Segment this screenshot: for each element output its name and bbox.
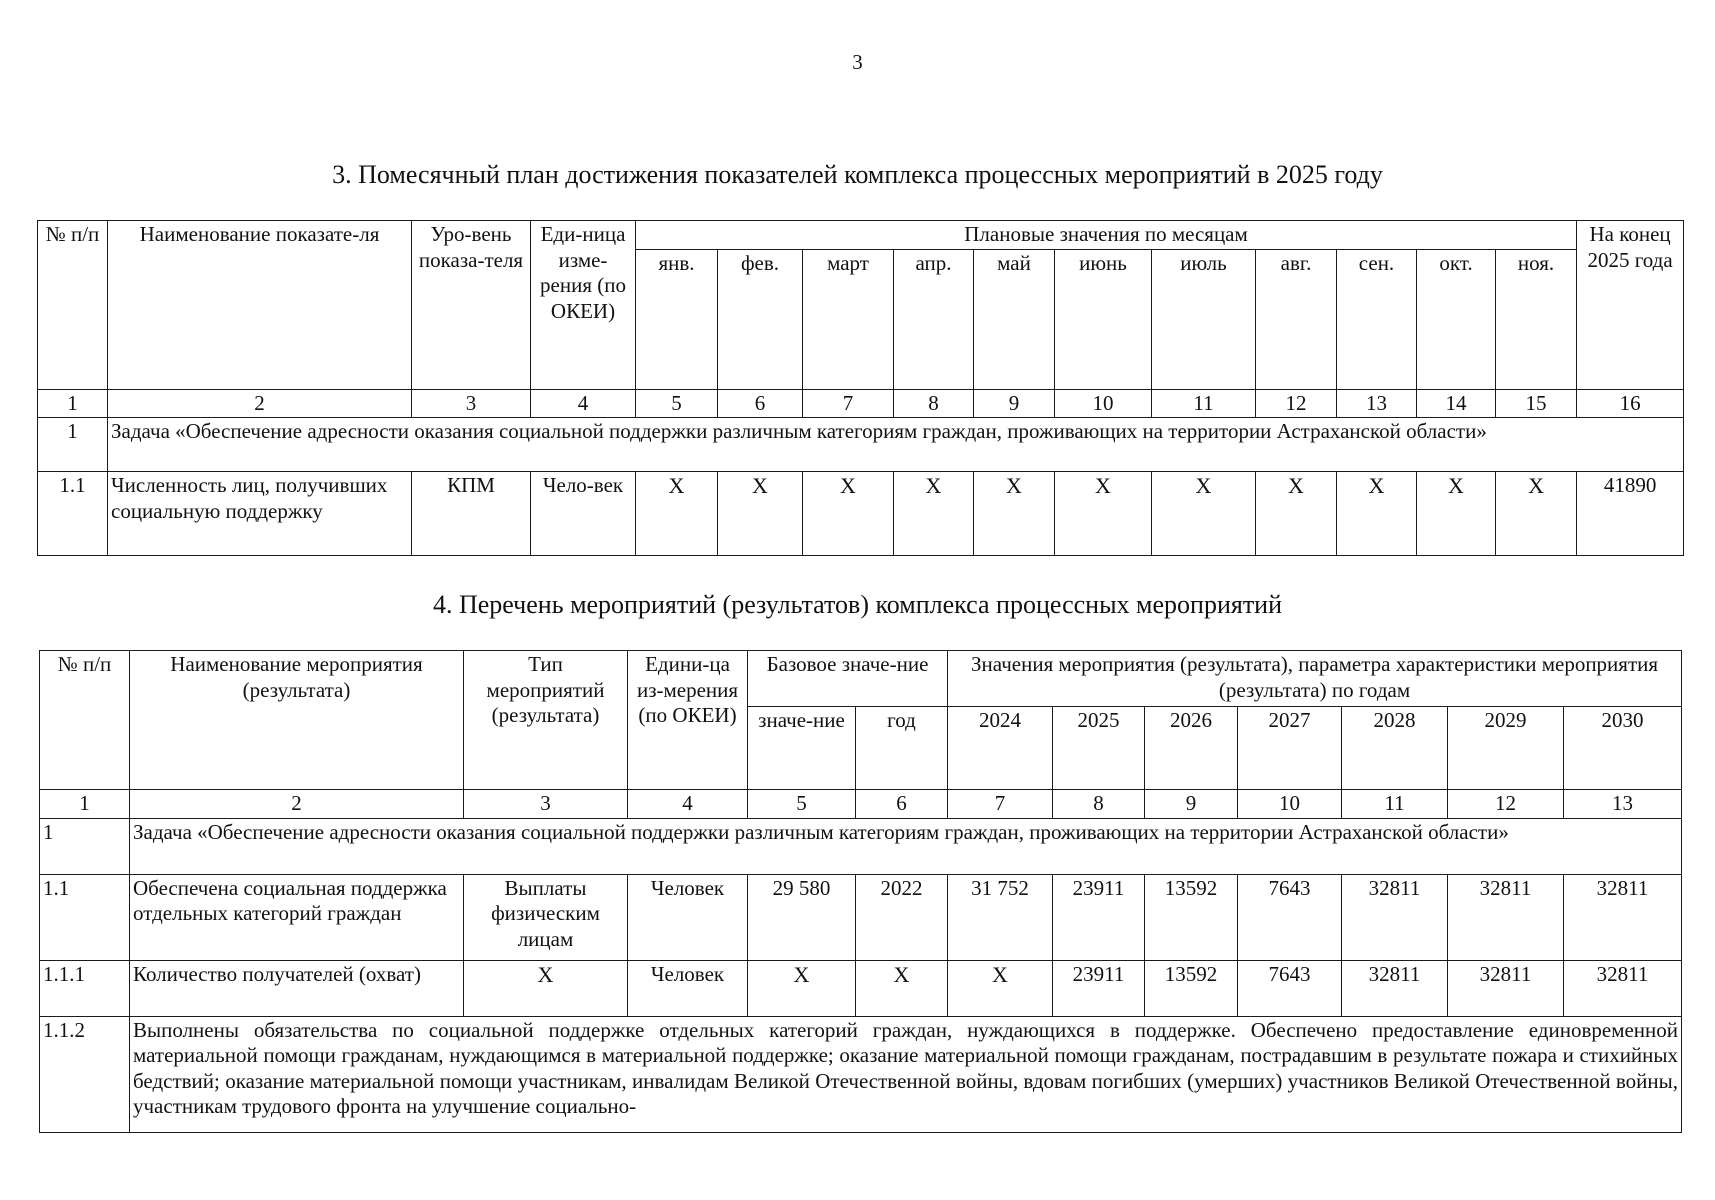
month-value: Х bbox=[1496, 472, 1577, 556]
col-number: 5 bbox=[748, 790, 856, 819]
header-year: 2024 bbox=[948, 707, 1053, 790]
header-level: Уро-вень показа-теля bbox=[412, 221, 531, 390]
year-value: 7643 bbox=[1238, 874, 1342, 960]
col-number: 11 bbox=[1342, 790, 1448, 819]
col-number: 6 bbox=[718, 389, 803, 418]
month-value: Х bbox=[894, 472, 974, 556]
header-year: 2029 bbox=[1448, 707, 1564, 790]
column-number-row bbox=[40, 790, 1682, 819]
col-number: 12 bbox=[1448, 790, 1564, 819]
month-value: Х bbox=[1337, 472, 1417, 556]
table-row bbox=[40, 960, 1682, 1016]
header-base: Базовое значе-ние bbox=[748, 651, 948, 707]
row-base-value: Х bbox=[748, 960, 856, 1016]
column-number-row bbox=[38, 389, 1684, 418]
col-number: 1 bbox=[40, 790, 130, 819]
task-row bbox=[38, 418, 1684, 472]
month-value: Х bbox=[718, 472, 803, 556]
col-number: 10 bbox=[1055, 389, 1152, 418]
col-number: 13 bbox=[1337, 389, 1417, 418]
row-base-year: 2022 bbox=[856, 874, 948, 960]
col-number: 11 bbox=[1152, 389, 1256, 418]
col-number: 9 bbox=[1145, 790, 1238, 819]
header-month: ноя. bbox=[1496, 249, 1577, 389]
row-base-year: Х bbox=[856, 960, 948, 1016]
col-number: 7 bbox=[948, 790, 1053, 819]
header-month: июнь bbox=[1055, 249, 1152, 389]
header-num: № п/п bbox=[38, 221, 108, 390]
year-value: 23911 bbox=[1053, 874, 1145, 960]
table-row bbox=[40, 874, 1682, 960]
month-value: Х bbox=[636, 472, 718, 556]
header-base-value: значе-ние bbox=[748, 707, 856, 790]
header-month: май bbox=[974, 249, 1055, 389]
col-number: 1 bbox=[38, 389, 108, 418]
year-value: 32811 bbox=[1564, 874, 1682, 960]
year-value: 32811 bbox=[1342, 874, 1448, 960]
end-of-year-value: 41890 bbox=[1577, 472, 1684, 556]
col-number: 7 bbox=[803, 389, 894, 418]
year-value: 13592 bbox=[1145, 960, 1238, 1016]
year-value: 7643 bbox=[1238, 960, 1342, 1016]
row-base-value: 29 580 bbox=[748, 874, 856, 960]
row-num: 1.1 bbox=[40, 874, 130, 960]
row-name: Количество получателей (охват) bbox=[130, 960, 464, 1016]
table-row bbox=[40, 1016, 1682, 1132]
task-text: Задача «Обеспечение адресности оказания социальной поддержки различным категориям граждан, проживающих на территории Астраханской области» bbox=[130, 818, 1682, 874]
col-number: 6 bbox=[856, 790, 948, 819]
row-type: Х bbox=[464, 960, 628, 1016]
row-description: Выполнены обязательства по социальной поддержке отдельных категорий граждан, нуждающихся в поддержке. Обеспечено предоставление единовременной материальной помощи гражданам, нуждающимся в материальной поддержке; оказание материальной помощи гражданам, пострадавшим в результате пожара и стихийных бедствий; оказание материальной помощи участникам, инвалидам Великой Отечественной войны, вдовам погибших (умерших) участников Великой Отечественной войны, участникам трудового фронта на улучшение социально- bbox=[130, 1016, 1682, 1132]
row-unit: Человек bbox=[628, 874, 748, 960]
col-number: 4 bbox=[531, 389, 636, 418]
col-number: 8 bbox=[894, 389, 974, 418]
header-num: № п/п bbox=[40, 651, 130, 790]
col-number: 16 bbox=[1577, 389, 1684, 418]
year-value: 31 752 bbox=[948, 874, 1053, 960]
header-values: Значения мероприятия (результата), параметра характеристики мероприятия (результата) по годам bbox=[948, 651, 1682, 707]
header-name: Наименование мероприятия (результата) bbox=[130, 651, 464, 790]
month-value: Х bbox=[1055, 472, 1152, 556]
header-month: сен. bbox=[1337, 249, 1417, 389]
header-year: 2027 bbox=[1238, 707, 1342, 790]
year-value: 32811 bbox=[1448, 960, 1564, 1016]
row-type: Выплаты физическим лицам bbox=[464, 874, 628, 960]
col-number: 12 bbox=[1256, 389, 1337, 418]
header-month: июль bbox=[1152, 249, 1256, 389]
header-unit: Едини-ца из-мерения (по ОКЕИ) bbox=[628, 651, 748, 790]
col-number: 14 bbox=[1417, 389, 1496, 418]
header-month: апр. bbox=[894, 249, 974, 389]
month-value: Х bbox=[1152, 472, 1256, 556]
col-number: 8 bbox=[1053, 790, 1145, 819]
year-value: 32811 bbox=[1448, 874, 1564, 960]
col-number: 15 bbox=[1496, 389, 1577, 418]
header-month: янв. bbox=[636, 249, 718, 389]
header-month: авг. bbox=[1256, 249, 1337, 389]
header-row bbox=[38, 221, 1684, 250]
year-value: 13592 bbox=[1145, 874, 1238, 960]
header-type: Тип мероприятий (результата) bbox=[464, 651, 628, 790]
col-number: 10 bbox=[1238, 790, 1342, 819]
activities-table bbox=[39, 650, 1682, 1133]
row-unit: Чело-век bbox=[531, 472, 636, 556]
table-row bbox=[38, 472, 1684, 556]
year-value: 23911 bbox=[1053, 960, 1145, 1016]
year-value: 32811 bbox=[1342, 960, 1448, 1016]
col-number: 2 bbox=[130, 790, 464, 819]
year-value: 32811 bbox=[1564, 960, 1682, 1016]
col-number: 5 bbox=[636, 389, 718, 418]
header-month: март bbox=[803, 249, 894, 389]
month-value: Х bbox=[974, 472, 1055, 556]
page-number: 3 bbox=[852, 50, 863, 74]
col-number: 3 bbox=[412, 389, 531, 418]
row-num: 1.1.1 bbox=[40, 960, 130, 1016]
month-value: Х bbox=[1256, 472, 1337, 556]
row-name: Обеспечена социальная поддержка отдельных категорий граждан bbox=[130, 874, 464, 960]
monthly-plan-table bbox=[37, 220, 1684, 556]
task-num: 1 bbox=[40, 818, 130, 874]
row-name: Численность лиц, получивших социальную поддержку bbox=[108, 472, 412, 556]
col-number: 13 bbox=[1564, 790, 1682, 819]
col-number: 2 bbox=[108, 389, 412, 418]
header-base-year: год bbox=[856, 707, 948, 790]
col-number: 4 bbox=[628, 790, 748, 819]
header-year: 2025 bbox=[1053, 707, 1145, 790]
header-year: 2026 bbox=[1145, 707, 1238, 790]
header-month: окт. bbox=[1417, 249, 1496, 389]
header-name: Наименование показате-ля bbox=[108, 221, 412, 390]
task-num: 1 bbox=[38, 418, 108, 472]
task-text: Задача «Обеспечение адресности оказания социальной поддержки различным категориям граждан, проживающих на территории Астраханской области» bbox=[108, 418, 1684, 472]
task-row bbox=[40, 818, 1682, 874]
header-month: фев. bbox=[718, 249, 803, 389]
row-num: 1.1.2 bbox=[40, 1016, 130, 1132]
col-number: 9 bbox=[974, 389, 1055, 418]
header-end-of-year: На конец 2025 года bbox=[1577, 221, 1684, 390]
col-number: 3 bbox=[464, 790, 628, 819]
section-4-title: 4. Перечень мероприятий (результатов) комплекса процессных мероприятий bbox=[432, 590, 1283, 619]
year-value: Х bbox=[948, 960, 1053, 1016]
month-value: Х bbox=[1417, 472, 1496, 556]
row-unit: Человек bbox=[628, 960, 748, 1016]
header-year: 2028 bbox=[1342, 707, 1448, 790]
row-level: КПМ bbox=[412, 472, 531, 556]
header-row bbox=[40, 651, 1682, 707]
month-value: Х bbox=[803, 472, 894, 556]
header-unit: Еди-ница изме-рения (по ОКЕИ) bbox=[531, 221, 636, 390]
header-year: 2030 bbox=[1564, 707, 1682, 790]
header-planned: Плановые значения по месяцам bbox=[636, 221, 1577, 250]
section-3-title: 3. Помесячный план достижения показателей комплекса процессных мероприятий в 2025 году bbox=[332, 160, 1383, 189]
row-num: 1.1 bbox=[38, 472, 108, 556]
